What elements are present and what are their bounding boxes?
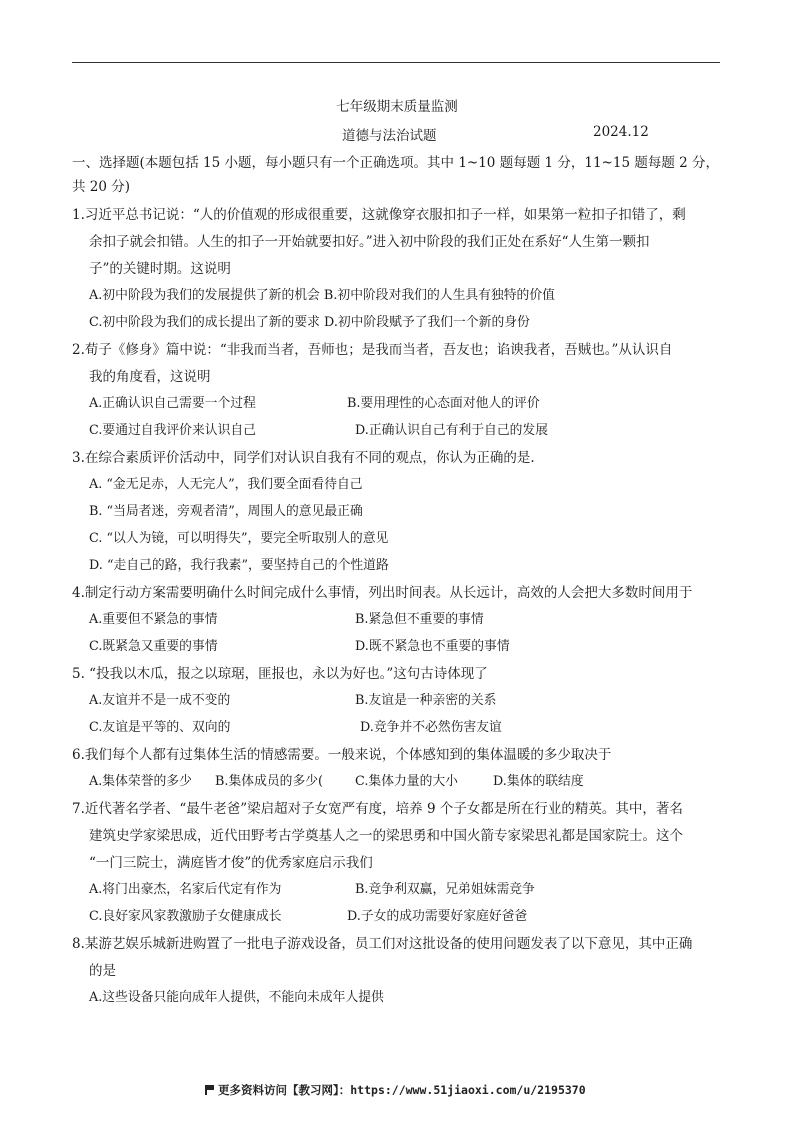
footer-text[interactable]: 更多资料访问【教习网】：https://www.51jiaoxi.com/u/2195370 (218, 1083, 586, 1097)
question-6-option-d: D.集体的联结度 (493, 774, 584, 789)
question-7-stem: 7.近代著名学者、“最牛老爸”梁启超对子女宽严有度，培养 9 个子女都是所在行业的精英。其中，著名 (72, 801, 683, 817)
question-8-stem-cont: 的是 (89, 963, 116, 979)
question-2-option-d: D.正确认识自己有利于自己的发展 (355, 423, 549, 438)
question-8-option-a: A.这些设备只能向成年人提供，不能向未成年人提供 (89, 990, 384, 1005)
question-3-option-c: C. “以人为镜，可以明得失”，要完全听取别人的意见 (89, 531, 389, 546)
question-5-option-c: C.友谊是平等的、双向的 (89, 720, 231, 735)
question-5-stem: 5. “投我以木瓜，报之以琼琚，匪报也，永以为好也。”这句古诗体现了 (72, 666, 488, 682)
footer-link[interactable] (205, 1082, 586, 1098)
question-8-stem: 8.某游艺娱乐城新进购置了一批电子游戏设备，员工们对这批设备的使用问题发表了以下意见，其中正确 (72, 936, 693, 952)
page-subtitle: 道德与法治试题 (342, 128, 437, 144)
question-6-option-b: B.集体成员的多少( (215, 774, 324, 789)
question-1-stem: 1.习近平总书记说：“人的价值观的形成很重要，这就像穿衣服扣扣子一样，如果第一粒扣子扣错了，剩 (72, 207, 686, 223)
question-5-option-a: A.友谊并不是一成不变的 (89, 693, 231, 708)
question-2-stem-cont: 我的角度看，这说明 (89, 369, 211, 385)
question-1-stem-cont: 子”的关键时期。这说明 (89, 261, 231, 277)
question-2-option-a: A.正确认识自己需要一个过程 (89, 396, 256, 411)
section-heading: 一、选择题(本题包括 15 小题，每小题只有一个正确选项。其中 1~10 题每题 1 分，11~15 题每题 2 分， (72, 155, 719, 171)
question-3-option-d: D. “走自己的路，我行我素”，要坚持自己的个性道路 (89, 558, 389, 573)
question-7-option-a: A.将门出豪杰，名家后代定有作为 (89, 882, 282, 897)
question-2-stem: 2.荀子《修身》篇中说：“非我而当者，吾师也；是我而当者，吾友也；谄谀我者，吾贼也。”从认识自 (72, 342, 673, 358)
question-3-option-b: B. “当局者迷，旁观者清”，周围人的意见最正确 (89, 504, 363, 519)
question-7-stem-cont: “一门三院士，满庭皆才俊”的优秀家庭启示我们 (89, 855, 373, 871)
page-title: 七年级期末质量监测 (336, 99, 458, 115)
question-6-option-c: C.集体力量的大小 (355, 774, 458, 789)
question-4-option-c: C.既紧急又重要的事情 (89, 639, 218, 654)
question-4-option-a: A.重要但不紧急的事情 (89, 612, 218, 627)
question-3-stem: 3.在综合素质评价活动中，同学们对认识自我有不同的观点，你认为正确的是. (72, 450, 535, 466)
exam-date: 2024.12 (593, 124, 649, 140)
top-rule (72, 62, 720, 63)
question-4-stem: 4.制定行动方案需要明确什么时间完成什么事情，列出时间表。从长远计，高效的人会把大多数时间用于 (72, 585, 693, 601)
question-6-stem: 6.我们每个人都有过集体生活的情感需要。一般来说，个体感知到的集体温暖的多少取决于 (72, 747, 612, 763)
question-4-option-b: B.紧急但不重要的事情 (355, 612, 484, 627)
question-1-stem-cont: 余扣子就会扣错。人生的扣子一开始就要扣好。”进入初中阶段的我们正处在系好“人生第一颗扣 (89, 234, 650, 250)
question-4-option-d: D.既不紧急也不重要的事情 (355, 639, 510, 654)
question-5-option-b: B.友谊是一种亲密的关系 (355, 693, 497, 708)
question-2-option-b: B.要用理性的心态面对他人的评价 (347, 396, 540, 411)
question-3-option-a: A. “金无足赤，人无完人”，我们要全面看待自己 (89, 477, 363, 492)
question-2-option-c: C.要通过自我评价来认识自己 (89, 423, 256, 438)
question-1-options-ab: A.初中阶段为我们的发展提供了新的机会 B.初中阶段对我们的人生具有独特的价值 (89, 288, 555, 303)
question-7-option-c: C.良好家风家教激励子女健康成长 (89, 909, 282, 924)
question-7-option-d: D.子女的成功需要好家庭好爸爸 (347, 909, 528, 924)
question-7-stem-cont: 建筑史学家梁思成，近代田野考古学奠基人之一的梁思勇和中国火箭专家梁思礼都是国家院士。这个 (89, 828, 683, 844)
question-1-options-cd: C.初中阶段为我们的成长提出了新的要求 D.初中阶段赋予了我们一个新的身份 (89, 315, 530, 330)
question-7-option-b: B.竞争利双赢，兄弟姐妹需竞争 (355, 882, 535, 897)
section-heading-cont: 共 20 分) (72, 179, 131, 195)
question-5-option-d: D.竞争并不必然伤害友谊 (360, 720, 502, 735)
flag-icon (205, 1085, 214, 1095)
question-6-option-a: A.集体荣誉的多少 (89, 774, 192, 789)
